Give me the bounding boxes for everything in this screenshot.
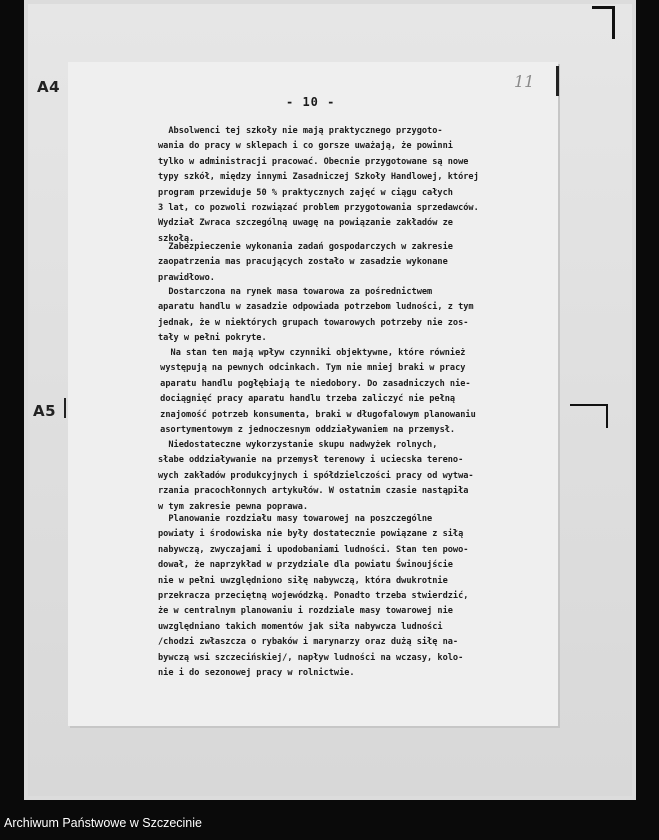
paragraph-3: Dostarczona na rynek masa towarowa za pośrednictwem aparatu handlu w zasadzie odpowiada potrzebom ludności, z tym jednak, że w niektórych grupach towarowych potrzeby nie zos- tały w pełni pokryte. xyxy=(158,287,474,344)
handwritten-folio-number: 11 xyxy=(514,72,535,91)
archive-footer-caption: Archiwum Państwowe w Szczecinie xyxy=(4,816,202,830)
paragraph-4: Na stan ten mają wpływ czynniki objektywne, które również występują na pewnych odcinkach. Tym nie mniej braki w pracy aparatu handlu pogłębiają te niedobory. Do zasadniczych nie- dociągnięć pracy aparatu handlu trzeba zaliczyć nie pełną znajomość potrzeb konsumenta, braki w długofalowym planowaniu asortymentowym z jednoczesnym oddziaływaniem na przemysł. xyxy=(160,348,476,436)
paragraph-5: Niedostateczne wykorzystanie skupu nadwyżek rolnych, słabe oddziaływanie na przemysł terenowy i uciecska tereno- wych zakładów produkcyjnych i spółdzielczości pracy od wytwa- rzania pracochłonnych artykułów. W ostatnim czasie nastąpiła w tym zakresie pewna poprawa. xyxy=(158,440,474,512)
paragraph-6: Planowanie rozdziału masy towarowej na poszczególne powiaty i środowiska nie były dostatecznie powiązane z siłą nabywczą, zwyczajami i upodobaniami ludności. Stan ten powo- dował, że naprzykład w przydziale dla powiatu Świnoujście nie w pełni uwzględniono siłę nabywczą, która dwukrotnie przekracza przeciętną wojewódzką. Ponadto trzeba stwierdzić, że w centralnym planowaniu i rozdziale masy towarowej nie uwzględniano takich momentów jak siła nabywcza ludności /chodzi zwłaszcza o rybaków i marynarzy oraz dużą siłę na- bywczą wsi szczecińskiej/, napływ ludności na wczasy, kolo- nie i do sezonowej pracy w rolnictwie. xyxy=(158,514,469,679)
paragraph-2: Zabezpieczenie wykonania zadań gospodarczych w zakresie zaopatrzenia mas pracujących zostało w zasadzie wykonane prawidłowo. xyxy=(158,242,453,283)
page-edge-mark xyxy=(556,66,559,96)
a5-tick-mark xyxy=(64,398,66,418)
corner-crop-mark-mid xyxy=(570,404,608,428)
margin-label-a4: A4 xyxy=(37,78,61,96)
margin-label-a5: A5 xyxy=(33,402,57,420)
paragraph-1: Absolwenci tej szkoły nie mają praktycznego przygoto- wania do pracy w sklepach i co gorsze uważają, że powinni tylko w administracji pracować. Obecnie przygotowane są nowe typy szkół, między innymi Zasadniczej Szkoły Handlowej, której program przewiduje 50 % praktycznych zajęć w ciągu całych 3 lat, co pozwoli rozwiązać problem przygotowania sprzedawców. Wydział Zwraca szczególną uwagę na powiązanie zakładów ze szkołą. xyxy=(158,126,479,244)
page-number: - 10 - xyxy=(286,95,336,109)
corner-crop-mark xyxy=(592,6,615,39)
